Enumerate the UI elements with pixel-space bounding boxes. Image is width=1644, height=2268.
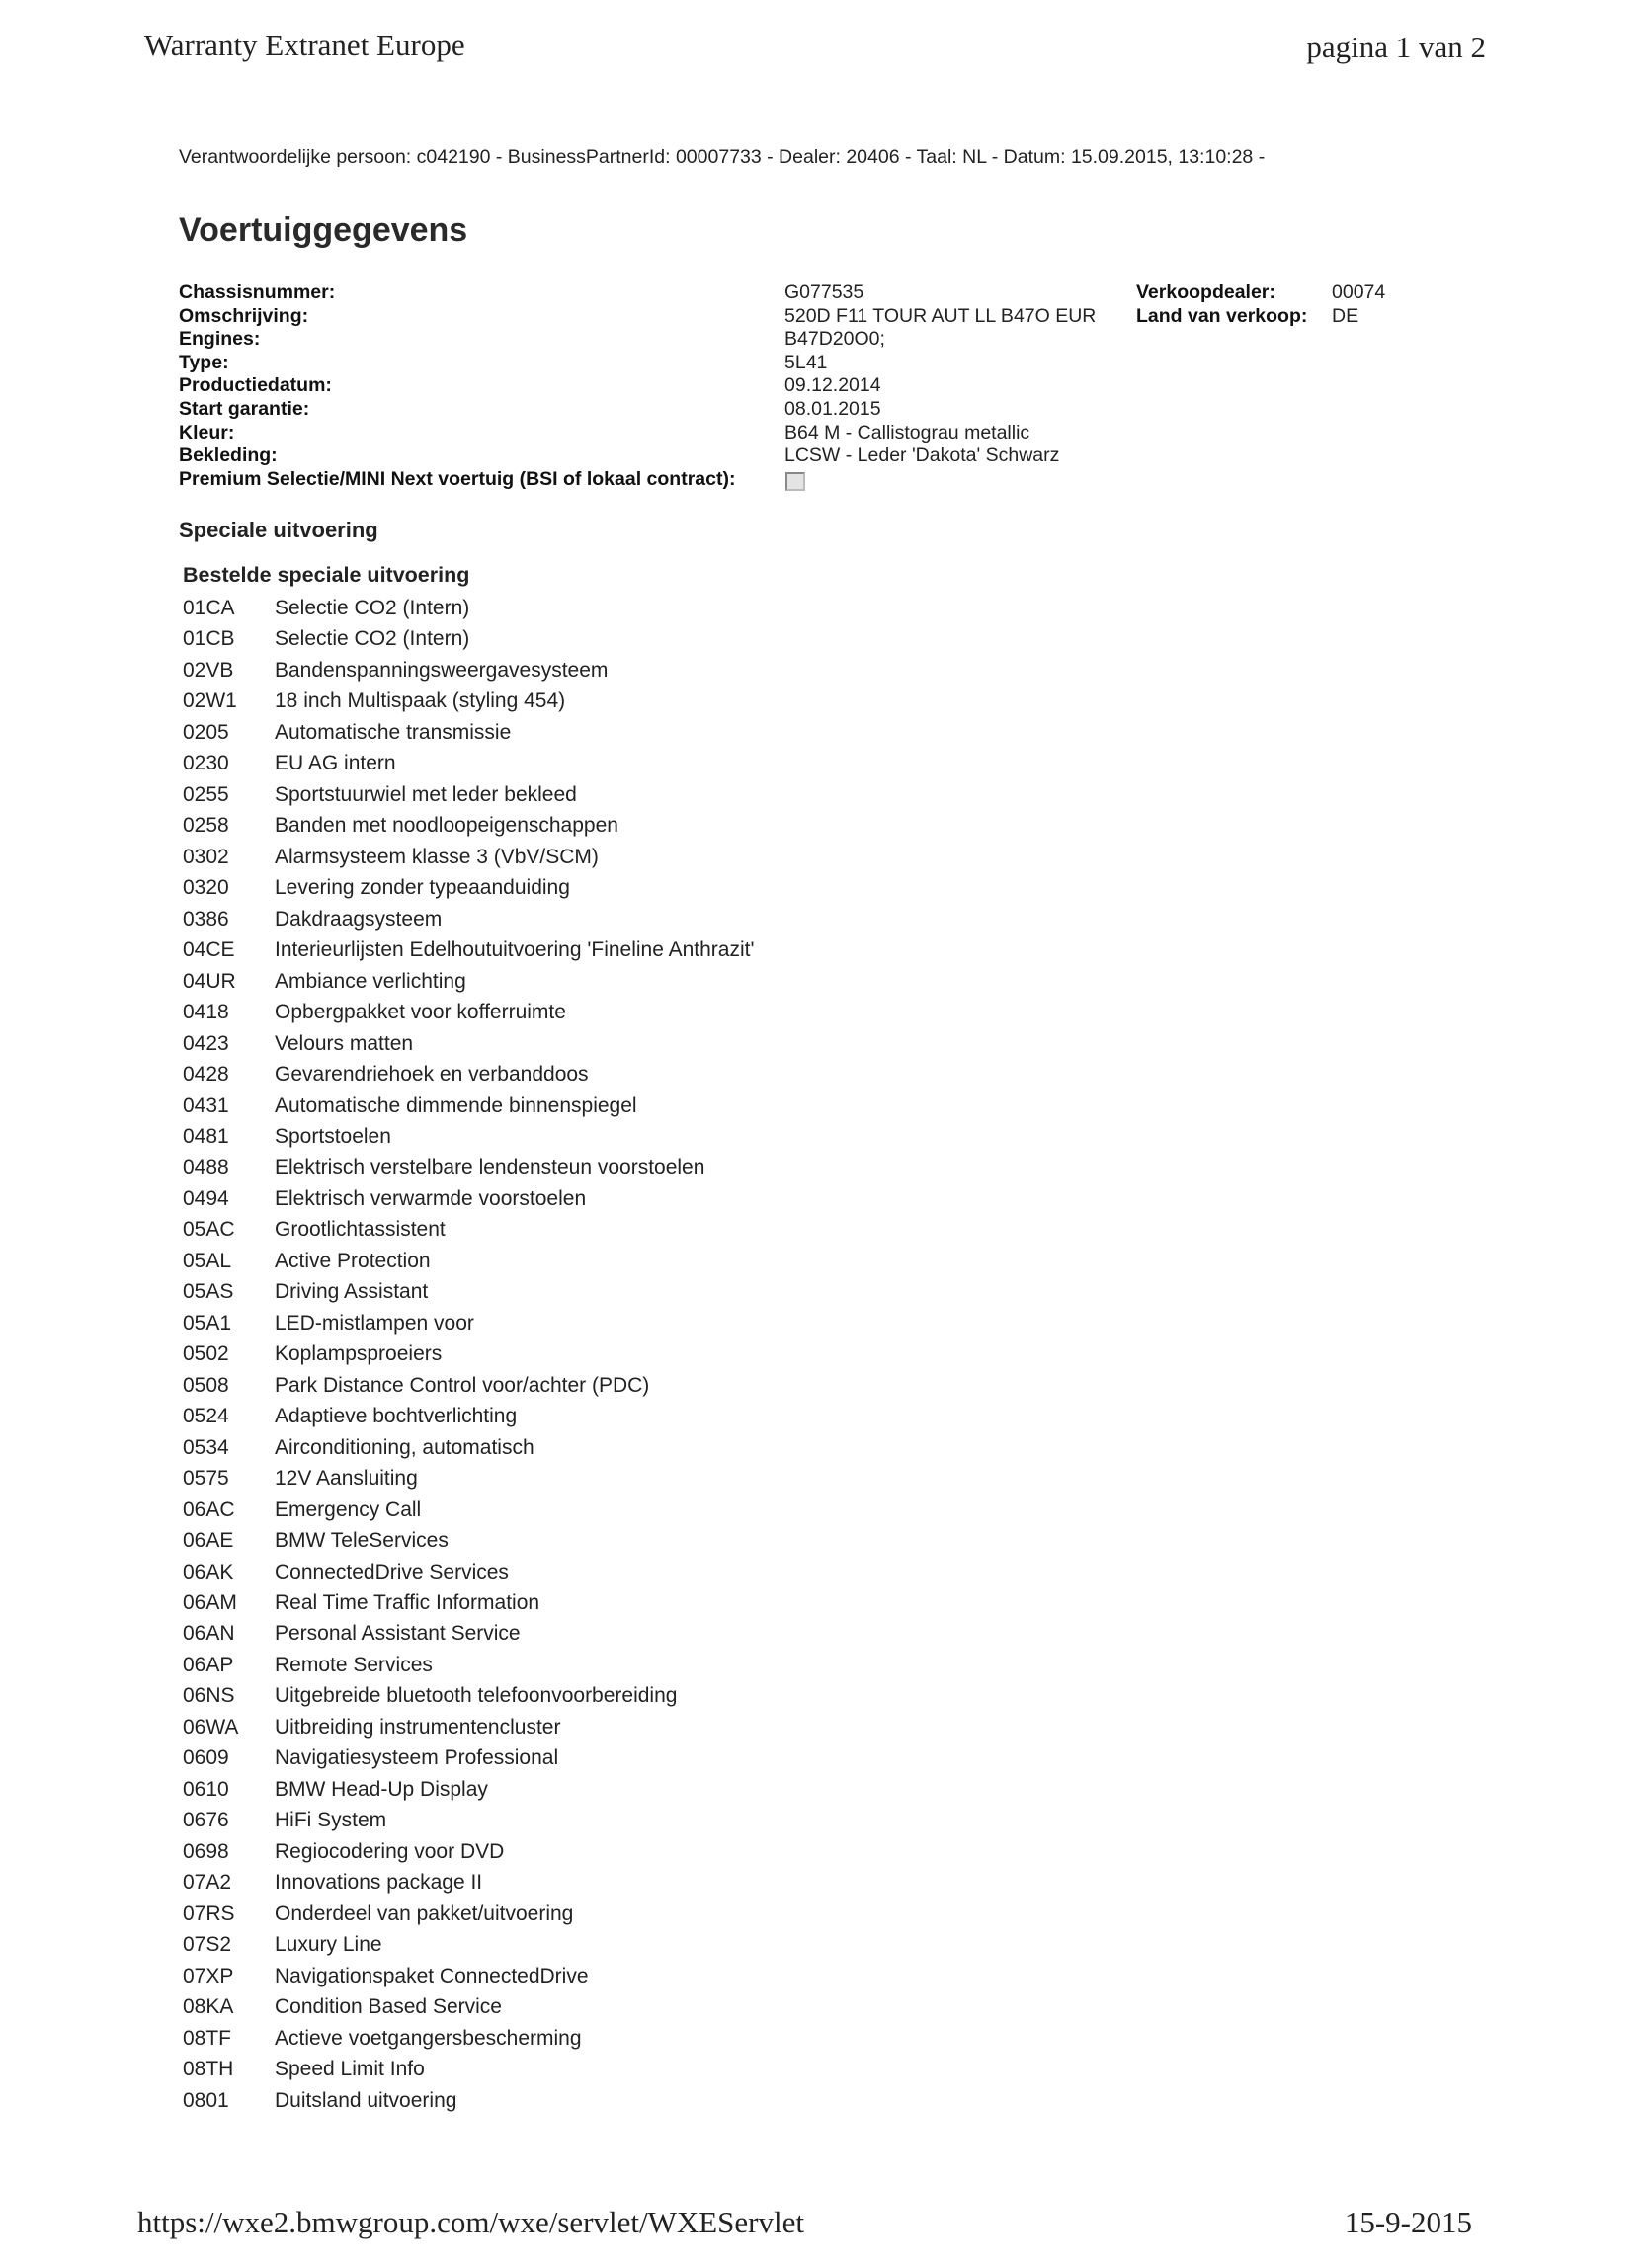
option-row xyxy=(183,1432,874,1463)
option-description: Uitbreiding instrumentencluster xyxy=(275,1715,561,1739)
option-row xyxy=(183,904,874,934)
option-code: 0258 xyxy=(183,814,229,838)
option-description: Elektrisch verwarmde voorstoelen xyxy=(275,1186,587,1210)
option-code: 06AM xyxy=(183,1591,237,1614)
option-description: Automatische transmissie xyxy=(275,720,512,744)
option-description: BMW Head-Up Display xyxy=(275,1777,488,1801)
option-description: Sportstuurwiel met leder bekleed xyxy=(275,782,577,806)
field-label: Verkoopdealer: xyxy=(1136,282,1275,303)
field-value: 00074 xyxy=(1332,282,1386,303)
option-description: Elektrisch verstelbare lendensteun voorstoelen xyxy=(275,1156,705,1179)
option-code: 0205 xyxy=(183,720,229,744)
ordered-equipment-heading: Bestelde speciale uitvoering xyxy=(183,563,470,587)
session-info: Verantwoordelijke persoon: c042190 - BusinessPartnerId: 00007733 - Dealer: 20406 - Taal: NL - Datum: 15.09.2015, 13:10:28 - xyxy=(179,146,1266,168)
option-code: 0488 xyxy=(183,1156,229,1179)
field-value: 09.12.2014 xyxy=(784,374,881,397)
option-code: 0698 xyxy=(183,1839,229,1863)
field-label: Productiedatum: xyxy=(179,374,332,397)
app-title: Warranty Extranet Europe xyxy=(144,28,465,62)
option-description: Gevarendriehoek en verbanddoos xyxy=(275,1063,589,1087)
option-description: Banden met noodloopeigenschappen xyxy=(275,814,618,838)
field-value: 5L41 xyxy=(784,351,828,373)
option-code: 05AC xyxy=(183,1218,235,1242)
option-row xyxy=(183,623,874,654)
options-list xyxy=(183,593,874,2116)
option-code: 0676 xyxy=(183,1809,229,1832)
option-row xyxy=(183,779,874,810)
option-code: 0609 xyxy=(183,1746,229,1770)
option-code: 06NS xyxy=(183,1684,235,1708)
option-code: 0524 xyxy=(183,1405,229,1428)
option-code: 01CB xyxy=(183,627,235,651)
option-row xyxy=(183,748,874,778)
option-description: Selectie CO2 (Intern) xyxy=(275,597,470,619)
option-description: Duitsland uitvoering xyxy=(275,2088,457,2112)
option-code: 06AN xyxy=(183,1622,235,1646)
option-code: 0481 xyxy=(183,1124,229,1148)
option-row xyxy=(183,1463,874,1494)
option-description: Active Protection xyxy=(275,1249,431,1272)
option-row xyxy=(183,1991,874,2022)
field-value: LCSW - Leder 'Dakota' Schwarz xyxy=(784,445,1060,467)
section-title-special-equipment: Speciale uitvoering xyxy=(179,518,378,542)
option-code: 0494 xyxy=(183,1186,229,1210)
premium-selection-checkbox[interactable] xyxy=(785,472,805,491)
option-row xyxy=(183,2085,874,2116)
option-code: 0423 xyxy=(183,1031,229,1055)
page-url: https://wxe2.bmwgroup.com/wxe/servlet/WXEServlet xyxy=(137,2205,804,2239)
option-row xyxy=(183,1370,874,1401)
option-code: 0508 xyxy=(183,1373,229,1397)
option-row xyxy=(183,717,874,748)
option-code: 0610 xyxy=(183,1777,229,1801)
option-code: 0431 xyxy=(183,1094,229,1117)
option-row xyxy=(183,1742,874,1773)
option-row xyxy=(183,655,874,686)
option-description: Driving Assistant xyxy=(275,1280,429,1304)
option-row xyxy=(183,872,874,903)
option-row xyxy=(183,1774,874,1805)
option-description: 12V Aansluiting xyxy=(275,1467,418,1491)
option-code: 0386 xyxy=(183,907,229,931)
option-code: 0534 xyxy=(183,1435,229,1459)
field-label: Chassisnummer: xyxy=(179,282,336,303)
option-code: 01CA xyxy=(183,597,235,619)
page-title: Voertuiggegevens xyxy=(179,211,468,249)
option-description: Remote Services xyxy=(275,1653,433,1676)
option-row xyxy=(183,1495,874,1525)
field-label: Land van verkoop: xyxy=(1136,304,1308,327)
field-value: G077535 xyxy=(784,282,864,303)
option-code: 05A1 xyxy=(183,1311,232,1335)
option-code: 04UR xyxy=(183,969,236,993)
option-row xyxy=(183,1276,874,1307)
field-value: 08.01.2015 xyxy=(784,397,881,420)
option-row xyxy=(183,997,874,1027)
option-description: 18 inch Multispaak (styling 454) xyxy=(275,689,566,713)
option-code: 08TF xyxy=(183,2026,232,2050)
page-indicator: pagina 1 van 2 xyxy=(1306,30,1486,64)
option-code: 0255 xyxy=(183,782,229,806)
print-date: 15-9-2015 xyxy=(1344,2205,1472,2239)
option-code: 06AE xyxy=(183,1529,234,1553)
option-description: Onderdeel van pakket/uitvoering xyxy=(275,1902,574,1925)
option-row xyxy=(183,1836,874,1867)
field-label: Type: xyxy=(179,351,229,373)
option-row xyxy=(183,1246,874,1276)
field-value: B47D20O0; xyxy=(784,328,885,351)
option-code: 05AL xyxy=(183,1249,232,1272)
option-description: Velours matten xyxy=(275,1031,414,1055)
option-code: 02VB xyxy=(183,658,234,682)
option-row xyxy=(183,1650,874,1680)
field-label: Start garantie: xyxy=(179,397,310,420)
option-code: 02W1 xyxy=(183,689,237,713)
option-description: Selectie CO2 (Intern) xyxy=(275,627,470,651)
option-row xyxy=(183,1929,874,1960)
option-row xyxy=(183,2023,874,2054)
option-code: 07RS xyxy=(183,1902,235,1925)
option-description: Ambiance verlichting xyxy=(275,969,466,993)
option-description: Automatische dimmende binnenspiegel xyxy=(275,1094,637,1117)
option-row xyxy=(183,1059,874,1090)
field-value: 520D F11 TOUR AUT LL B47O EUR xyxy=(784,304,1097,327)
option-code: 08KA xyxy=(183,1995,234,2019)
field-label: Engines: xyxy=(179,328,261,351)
option-row xyxy=(183,593,874,623)
field-label: Kleur: xyxy=(179,421,235,444)
option-description: Emergency Call xyxy=(275,1498,422,1521)
option-description: Sportstoelen xyxy=(275,1124,391,1148)
option-code: 0302 xyxy=(183,845,229,868)
option-row xyxy=(183,1680,874,1711)
option-code: 0320 xyxy=(183,876,229,900)
option-row xyxy=(183,1805,874,1835)
option-description: Dakdraagsysteem xyxy=(275,907,443,931)
option-description: Luxury Line xyxy=(275,1933,382,1957)
option-description: Actieve voetgangersbescherming xyxy=(275,2026,582,2050)
option-row xyxy=(183,1618,874,1649)
option-row xyxy=(183,1121,874,1152)
option-description: Grootlichtassistent xyxy=(275,1218,446,1242)
option-row xyxy=(183,686,874,716)
option-description: Regiocodering voor DVD xyxy=(275,1839,505,1863)
option-code: 07XP xyxy=(183,1964,234,1987)
option-row xyxy=(183,1152,874,1182)
field-label: Omschrijving: xyxy=(179,304,309,327)
option-description: Levering zonder typeaanduiding xyxy=(275,876,570,900)
option-description: Park Distance Control voor/achter (PDC) xyxy=(275,1373,650,1397)
option-description: Uitgebreide bluetooth telefoonvoorbereiding xyxy=(275,1684,678,1708)
field-label: Bekleding: xyxy=(179,445,278,467)
option-description: Alarmsysteem klasse 3 (VbV/SCM) xyxy=(275,845,599,868)
option-row xyxy=(183,1183,874,1214)
option-row xyxy=(183,1214,874,1245)
option-code: 06AK xyxy=(183,1560,234,1583)
option-description: Interieurlijsten Edelhoutuitvoering 'Fineline Anthrazit' xyxy=(275,938,755,962)
option-description: EU AG intern xyxy=(275,752,396,775)
option-code: 0428 xyxy=(183,1063,229,1087)
option-code: 07S2 xyxy=(183,1933,232,1957)
option-description: Navigatiesysteem Professional xyxy=(275,1746,559,1770)
option-description: Real Time Traffic Information xyxy=(275,1591,540,1614)
option-row xyxy=(183,1712,874,1742)
option-code: 05AS xyxy=(183,1280,234,1304)
option-row xyxy=(183,2054,874,2084)
option-description: Condition Based Service xyxy=(275,1995,502,2019)
option-description: Opbergpakket voor kofferruimte xyxy=(275,1001,566,1024)
premium-selection-label: Premium Selectie/MINI Next voertuig (BSI of lokaal contract): xyxy=(179,467,736,490)
option-code: 08TH xyxy=(183,2058,234,2081)
option-description: Koplampsproeiers xyxy=(275,1342,443,1366)
option-row xyxy=(183,1587,874,1618)
option-description: HiFi System xyxy=(275,1809,387,1832)
option-description: ConnectedDrive Services xyxy=(275,1560,509,1583)
option-description: Bandenspanningsweergavesysteem xyxy=(275,658,609,682)
option-code: 0418 xyxy=(183,1001,229,1024)
option-row xyxy=(183,1525,874,1556)
option-description: BMW TeleServices xyxy=(275,1529,449,1553)
option-row xyxy=(183,1091,874,1121)
option-code: 0502 xyxy=(183,1342,229,1366)
option-code: 06WA xyxy=(183,1715,239,1739)
option-code: 0575 xyxy=(183,1467,229,1491)
option-row xyxy=(183,1308,874,1338)
option-row xyxy=(183,1557,874,1587)
option-row xyxy=(183,966,874,997)
option-description: Navigationspaket ConnectedDrive xyxy=(275,1964,589,1987)
option-code: 06AP xyxy=(183,1653,234,1676)
field-value: DE xyxy=(1332,304,1359,327)
option-code: 06AC xyxy=(183,1498,235,1521)
option-description: Innovations package II xyxy=(275,1871,483,1895)
option-description: Airconditioning, automatisch xyxy=(275,1435,534,1459)
option-row xyxy=(183,1401,874,1431)
option-row xyxy=(183,1028,874,1059)
option-row xyxy=(183,1867,874,1898)
option-row xyxy=(183,810,874,841)
option-code: 04CE xyxy=(183,938,235,962)
option-row xyxy=(183,1899,874,1929)
option-description: Personal Assistant Service xyxy=(275,1622,521,1646)
option-code: 0801 xyxy=(183,2088,229,2112)
option-code: 0230 xyxy=(183,752,229,775)
option-row xyxy=(183,1338,874,1369)
option-description: LED-mistlampen voor xyxy=(275,1311,474,1335)
option-description: Adaptieve bochtverlichting xyxy=(275,1405,518,1428)
option-description: Speed Limit Info xyxy=(275,2058,425,2081)
option-row xyxy=(183,842,874,872)
option-row xyxy=(183,1961,874,1991)
option-code: 07A2 xyxy=(183,1871,232,1895)
option-row xyxy=(183,934,874,965)
field-value: B64 M - Callistograu metallic xyxy=(784,421,1030,444)
